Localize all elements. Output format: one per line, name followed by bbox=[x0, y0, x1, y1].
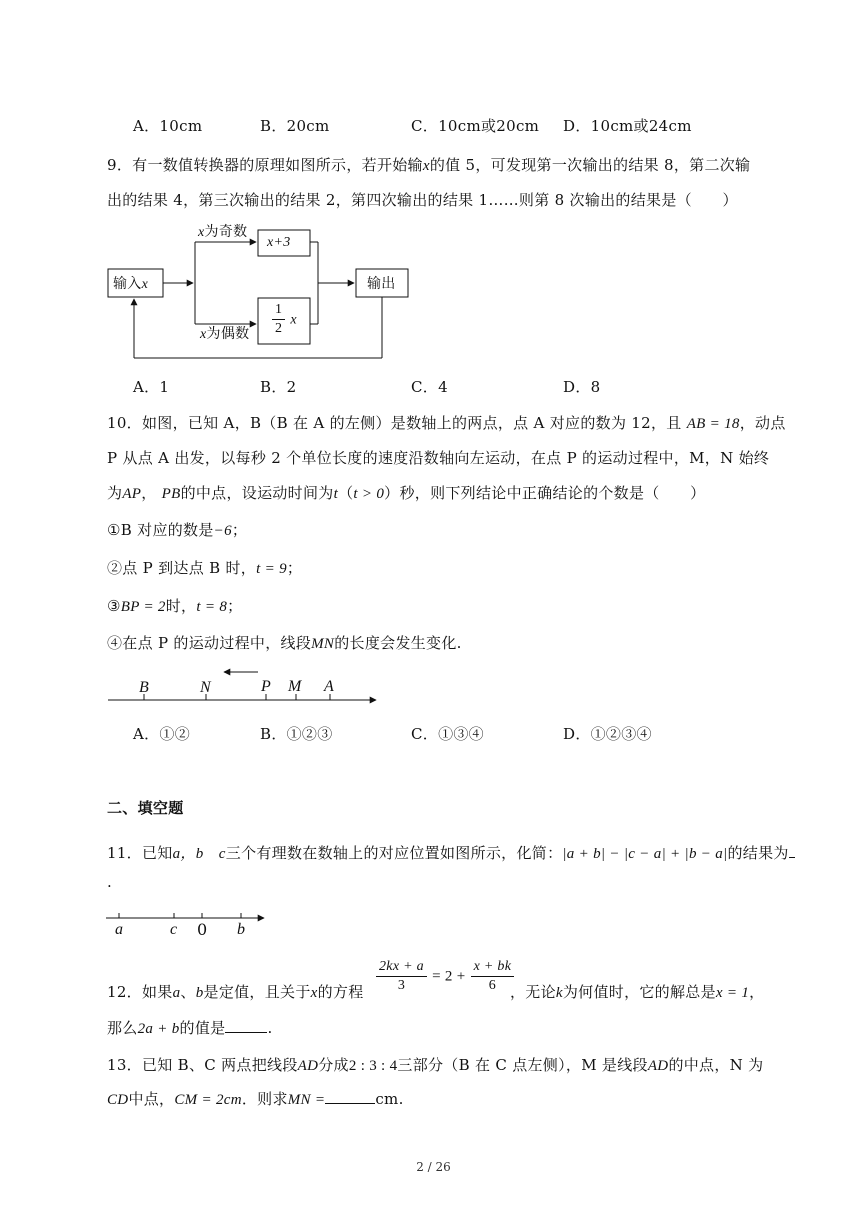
q9-option-d: D．8 bbox=[563, 378, 601, 396]
axis-label-a-lower: a bbox=[115, 921, 124, 938]
q11-line1: 11．已知a，b c三个有理数在数轴上的对应位置如图所示，化简：|a + b| − |c − a| + |b − a|的结果为 bbox=[107, 843, 795, 864]
page-number: 2 / 26 bbox=[416, 1160, 451, 1174]
diagram-even-expr: $\frac{1}{2}$ x bbox=[272, 301, 297, 338]
axis-label-n: N bbox=[200, 679, 211, 696]
q10-statement-1: ①B 对应的数是−6； bbox=[107, 521, 248, 539]
axis-label-p: P bbox=[261, 678, 272, 695]
q12-line1: 12．如果a、b是定值，且关于x的方程 bbox=[107, 983, 364, 1001]
q11-number-line bbox=[100, 905, 280, 930]
q10-option-d: D．①②③④ bbox=[563, 725, 652, 743]
q9-line1: 9．有一数值转换器的原理如图所示，若开始输x的值 5，可发现第一次输出的结果 8，第二次输 bbox=[107, 156, 751, 174]
q10-statement-4: ④在点 P 的运动过程中，线段MN的长度会发生变化. bbox=[107, 634, 462, 652]
q8-option-a: A．10cm bbox=[133, 117, 203, 135]
q8-option-c: C．10cm或20cm bbox=[411, 117, 540, 135]
diagram-odd-label: x为奇数 bbox=[198, 224, 248, 240]
q10-line3: 为AP， PB的中点，设运动时间为t（t > 0）秒，则下列结论中正确结论的个数是（ ） bbox=[107, 484, 706, 502]
q10-line2: P 从点 A 出发，以每秒 2 个单位长度的速度沿数轴向左运动，在点 P 的运动过程中，M，N 始终 bbox=[107, 449, 770, 467]
q8-option-b: B．20cm bbox=[260, 117, 330, 135]
q11-dot: . bbox=[107, 873, 113, 891]
q9-option-c: C．4 bbox=[411, 378, 448, 396]
q10-statement-2: ②点 P 到达点 B 时，t = 9； bbox=[107, 559, 303, 577]
axis-label-c-lower: c bbox=[170, 921, 178, 938]
q10-statement-3: ③BP = 2时，t = 8； bbox=[107, 597, 243, 615]
q10-option-b: B．①②③ bbox=[260, 725, 333, 743]
q12-line1-tail: ，无论k为何值时，它的解总是x = 1， bbox=[510, 983, 765, 1001]
axis-label-b-lower: b bbox=[237, 921, 246, 938]
q9-option-a: A．1 bbox=[133, 378, 170, 396]
q12-answer-blank[interactable] bbox=[225, 1018, 267, 1033]
q10-line1: 10．如图，已知 A，B（B 在 A 的左侧）是数轴上的两点，点 A 对应的数为 12，且 AB = 18，动点 bbox=[107, 414, 786, 432]
axis-label-zero: 0 bbox=[197, 920, 208, 939]
q10-option-c: C．①③④ bbox=[411, 725, 484, 743]
diagram-output-label: 输出 bbox=[367, 276, 396, 292]
q12-lhs-fraction: $\frac{2kx + a}{3}$ bbox=[376, 958, 427, 995]
q12-equation: $\frac{2kx + a}{3}$ = 2 + $\frac{x + bk}{6}$ bbox=[376, 958, 514, 1004]
q13-answer-blank[interactable] bbox=[325, 1089, 375, 1104]
q12-line2: 那么2a + b的值是 . bbox=[107, 1019, 273, 1037]
axis-label-b: B bbox=[139, 679, 150, 696]
axis-label-m: M bbox=[288, 678, 302, 695]
q12-rhs-fraction: $\frac{x + bk}{6}$ bbox=[471, 958, 515, 995]
axis-label-a: A bbox=[324, 678, 335, 695]
q9-line2: 出的结果 4，第三次输出的结果 2，第四次输出的结果 1……则第 8 次输出的结果是（ ） bbox=[107, 191, 738, 209]
section-title-fill-blank: 二、填空题 bbox=[107, 799, 184, 817]
q9-flow-diagram bbox=[100, 220, 420, 370]
diagram-odd-expr: x+3 bbox=[267, 235, 291, 250]
q10-option-a: A．①② bbox=[133, 725, 191, 743]
q8-option-d: D．10cm或24cm bbox=[563, 117, 692, 135]
q9-option-b: B．2 bbox=[260, 378, 297, 396]
q13-line2: CD中点，CM = 2cm．则求MN = cm. bbox=[107, 1090, 404, 1108]
q13-line1: 13．已知 B、C 两点把线段AD分成2 : 3 : 4三部分（B 在 C 点左侧），M 是线段AD的中点，N 为 bbox=[107, 1056, 764, 1074]
diagram-even-label: x为偶数 bbox=[200, 326, 250, 342]
diagram-input-label: 输入x bbox=[113, 276, 149, 292]
